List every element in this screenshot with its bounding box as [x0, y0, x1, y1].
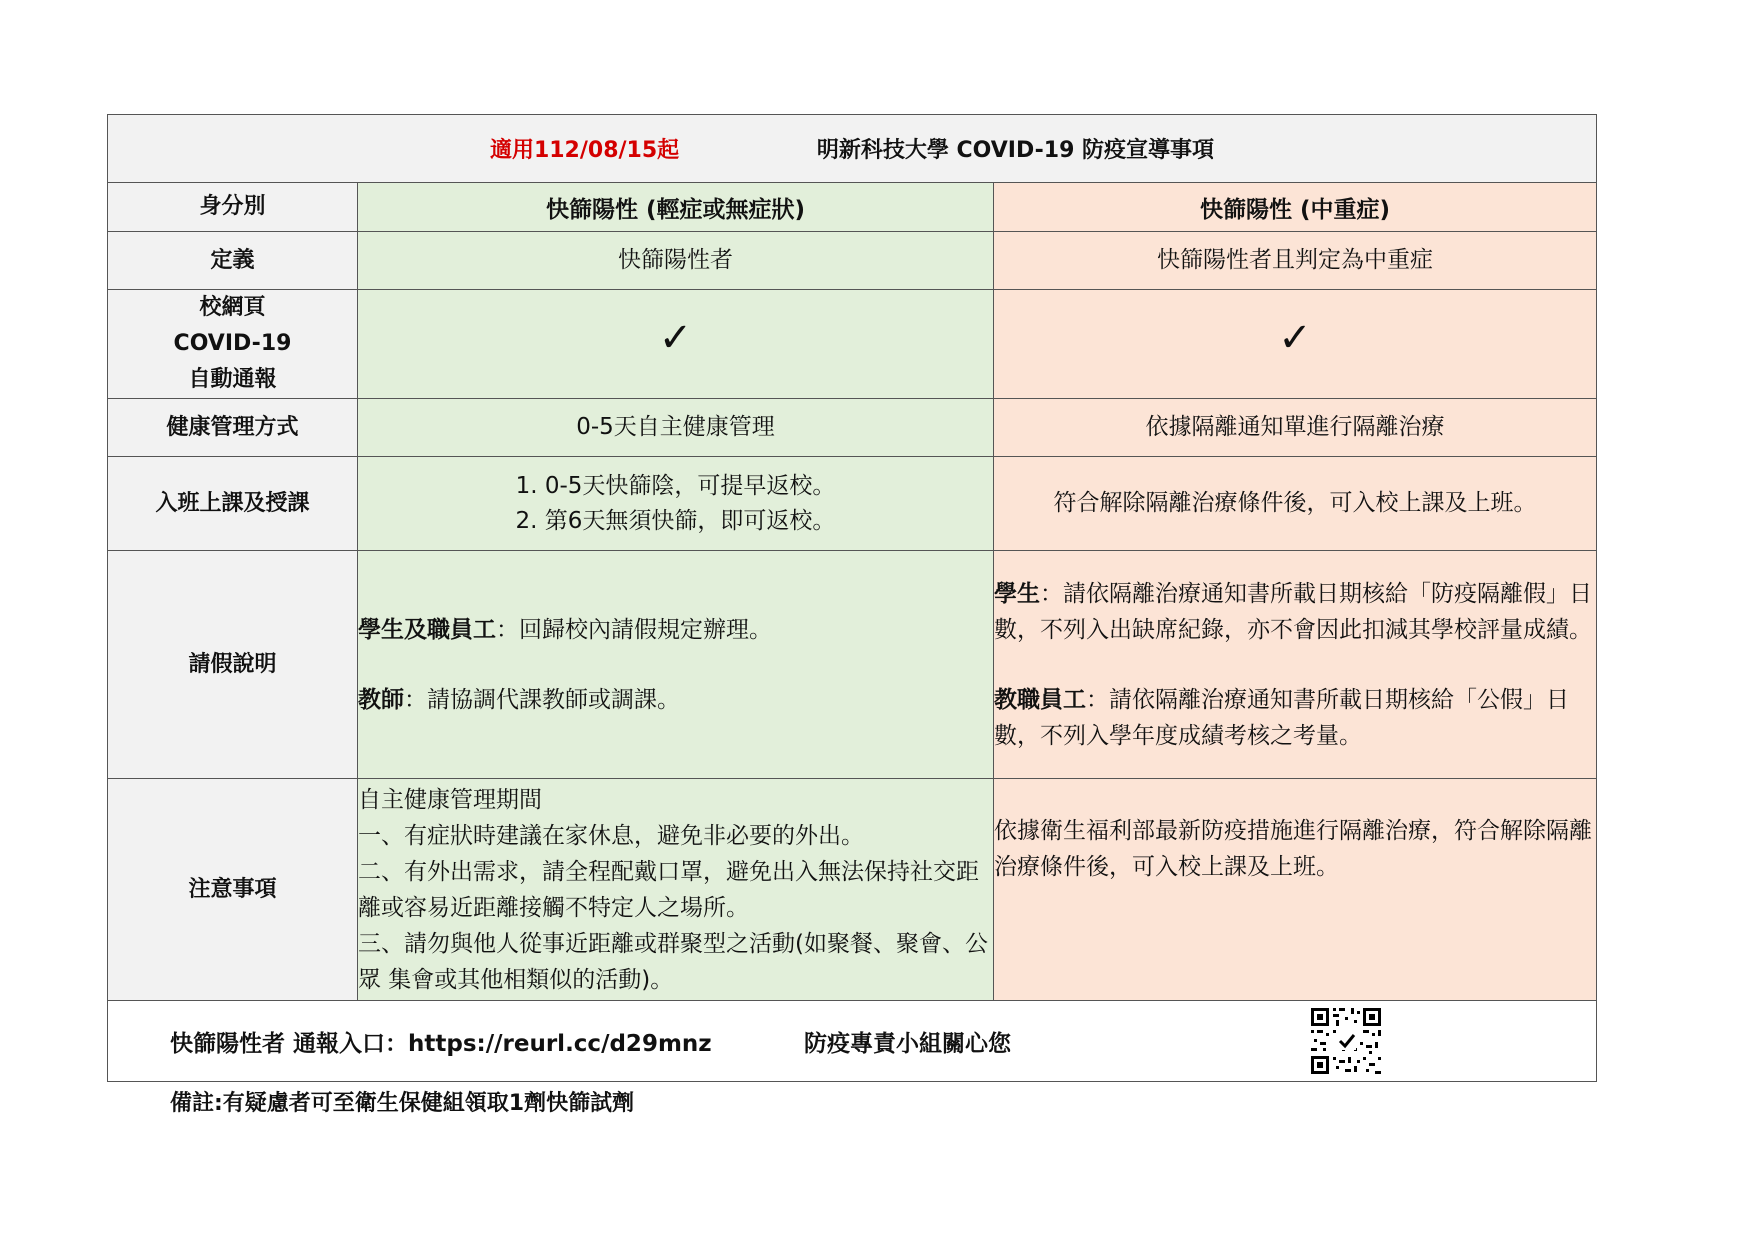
- health-severe: 依據隔離通知單進行隔離治療: [994, 399, 1597, 457]
- leave-mild: [358, 551, 994, 779]
- leave-severe-paragraph1: [994, 576, 1596, 648]
- class-label: 入班上課及授課: [108, 457, 358, 551]
- footer-cell: [108, 1001, 1597, 1082]
- leave-mild-p1-text: ：回歸校內請假規定辦理。: [496, 616, 772, 643]
- page-title: 明新科技大學 COVID-19 防疫宣導事項: [816, 138, 1215, 163]
- check-mark-icon: ✓: [1278, 314, 1312, 361]
- footer-row: [108, 1001, 1597, 1082]
- health-row: [108, 399, 1597, 457]
- definition-mild: 快篩陽性者: [358, 232, 994, 290]
- report-severe: [994, 290, 1597, 399]
- severe-heading: 快篩陽性 (中重症): [994, 183, 1597, 232]
- leave-mild-p2-text: ：請協調代課教師或調課。: [404, 686, 680, 713]
- leave-mild-p1-bold: 學生及職員工: [358, 616, 496, 643]
- check-mark-icon: ✓: [658, 314, 693, 361]
- leave-label: 請假說明: [108, 551, 358, 779]
- notes-severe: 依據衛生福利部最新防疫措施進行隔離治療，符合解除隔離治療條件後，可入校上課及上班。: [994, 779, 1597, 1001]
- leave-mild-paragraph2: [358, 682, 993, 718]
- effective-date: 適用112/08/15起: [489, 138, 680, 163]
- notes-label: 注意事項: [108, 779, 358, 1001]
- report-label-line2: COVID-19: [173, 331, 292, 356]
- identity-label: 身分別: [108, 183, 358, 232]
- notes-row: [108, 779, 1597, 1001]
- title-cell: [108, 115, 1597, 183]
- report-mild: [358, 290, 994, 399]
- leave-severe-p1-text: ：請依隔離治療通知書所載日期核給「防疫隔離假」日數，不列入出缺席紀錄，亦不會因此扣減其學校評量成績。: [994, 580, 1592, 643]
- leave-severe-paragraph2: [994, 682, 1596, 754]
- class-severe: 符合解除隔離治療條件後，可入校上課及上班。: [994, 457, 1597, 551]
- definition-severe: 快篩陽性者且判定為中重症: [994, 232, 1597, 290]
- care-message: 防疫專責小組關心您: [804, 1031, 1011, 1057]
- class-row: [108, 457, 1597, 551]
- title-row: [108, 115, 1597, 183]
- footnote: 備註:有疑慮者可至衛生保健組領取1劑快篩試劑: [170, 1091, 635, 1116]
- leave-severe-p2-bold: 教職員工: [994, 686, 1086, 713]
- report-label-line3: 自動通報: [188, 367, 277, 392]
- leave-mild-p2-bold: 教師: [358, 686, 404, 713]
- report-link[interactable]: 快篩陽性者 通報入口：https://reurl.cc/d29mnz: [170, 1031, 712, 1057]
- leave-severe-p1-bold: 學生: [994, 580, 1040, 607]
- report-label-line1: 校網頁: [199, 295, 266, 320]
- health-label: 健康管理方式: [108, 399, 358, 457]
- leave-mild-paragraph1: [358, 612, 993, 648]
- report-label: [108, 290, 358, 399]
- mild-heading: 快篩陽性 (輕症或無症狀): [358, 183, 994, 232]
- notes-mild-line1: 自主健康管理期間: [358, 786, 542, 813]
- class-mild-line1: 1. 0-5天快篩陰，可提早返校。: [515, 472, 836, 499]
- covid-notice-table: [107, 114, 1597, 1082]
- notes-mild-line2: 一、有症狀時建議在家休息，避免非必要的外出。: [358, 822, 864, 849]
- notes-mild-line3: 二、有外出需求，請全程配戴口罩，避免出入無法保持社交距離或容易近距離接觸不特定人之場所。: [358, 858, 979, 921]
- notes-mild-line4: 三、請勿與他人從事近距離或群聚型之活動(如聚餐、聚會、公眾 集會或其他相類似的活動)。: [358, 930, 988, 993]
- definition-label: 定義: [108, 232, 358, 290]
- class-mild: [358, 457, 994, 551]
- qr-code-icon[interactable]: [1308, 1005, 1384, 1077]
- class-mild-line2: 2. 第6天無須快篩，即可返校。: [515, 507, 836, 534]
- definition-row: [108, 232, 1597, 290]
- leave-severe: [994, 551, 1597, 779]
- heading-row: [108, 183, 1597, 232]
- leave-row: [108, 551, 1597, 779]
- report-row: [108, 290, 1597, 399]
- leave-severe-p2-text: ：請依隔離治療通知書所載日期核給「公假」日數，不列入學年度成績考核之考量。: [994, 686, 1569, 749]
- health-mild: 0-5天自主健康管理: [358, 399, 994, 457]
- notes-mild: [358, 779, 994, 1001]
